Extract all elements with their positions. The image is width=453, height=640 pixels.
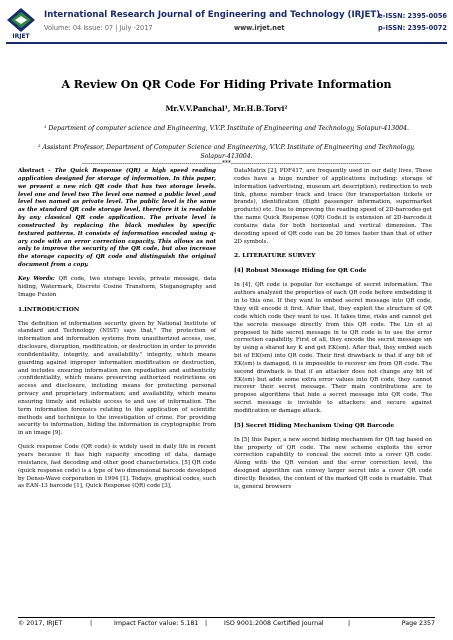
volume-issue: Volume: 04 Issue: 07 | July -2017 (44, 24, 153, 32)
right-column (234, 168, 432, 498)
footer-page-number: Page 2357 (401, 620, 435, 627)
footer-copyright: © 2017, IRJET (18, 620, 63, 627)
abstract-paragraph (18, 168, 216, 270)
left-column (18, 168, 216, 497)
literature-paragraph-2: In [5] this Paper, a new secret hiding mechanism for QR tag based on the property of QR code. The new scheme exploits the error correction capability to conceal the secret into a cover QR code. Along with the QR version and the error correction level, the designed algorithm can convey larger secret into a cover QR code directly. Besides, the content of the marked QR code is readable. That is, general browsers (234, 436, 432, 490)
journal-header (6, 7, 447, 45)
footer-separator-3: | (348, 620, 351, 627)
affiliation-1: ¹ Department of computer science and Engineering, V.V.P. Institute of Engineering and Technology, Solapur-413004. (43, 125, 410, 132)
section-heading-literature-survey: 2. LITERATURE SURVEY (234, 252, 316, 260)
footer-separator-1: | (90, 620, 93, 627)
paper-title: A Review On QR Code For Hiding Private Information (61, 78, 392, 91)
keywords-label: Key Words: (18, 275, 55, 282)
section-heading-introduction: 1.INTRODUCTION (18, 305, 80, 313)
footer-separator-2: | (205, 620, 208, 627)
keywords-paragraph (18, 276, 216, 300)
intro-paragraph-2: Quick response Code (QR code) is widely used in daily life in recent years because it has high capacity encoding of data, damage resistance, fast decoding and other good characteristics. [5] QR code (quick response code) is a type of two dimensional barcode developed by Denso-Wave corporation in 1994 [1]. Todays, graphical codes, such as EAN-13 barcode [1], Quick Response (QR) code [3], (18, 444, 216, 490)
intro-paragraph-3: DataMatrix [2], PDF417, are frequently used in our daily lives. These codes have a huge number of applications including: storage of information (advertising, museum art description), redirection to web link, phone number track and trace (for transportation tickets or brands), identification (flight passenger information, supermarket products) etc. Due to improving the reading speed of 2D-barcodes get the name Quick Response (QR) Code.it is extension of 2D-barcode.it contains data for both horizontal and vertical dimension. The decoding speed of QR code can be 20 times faster than that of other 2D symbols. (234, 168, 432, 245)
subsection-heading-robust-message-hiding: [4] Robust Message Hiding for QR Code (234, 267, 367, 275)
header-divider (6, 42, 447, 44)
journal-name: International Research Journal of Engineering and Technology (IRJET) (44, 10, 381, 20)
irjet-logo (6, 7, 36, 39)
footer-divider (18, 617, 435, 618)
paper-authors: Mr.V.V.Panchal¹, Mr.H.B.Torvi² (165, 104, 288, 113)
intro-paragraph-1: The definition of information security given by National Institute of standard and Technology (NIST) says that," The protection of information and information systems from unauthorized access, use, disclosure, disruption, modification, or destruction in order to provide confidentiality, integrity, and availability." integrity, which means guarding against improper information modification or destruction, and includes ensuring information non repudiation and authenticity ;confidentiality, which means preserving authorized restrictions on access and disclosure, including means for protecting personal privacy and proprietary information; and availability, which means ensuring timely and reliable access to and use of information. The term information forensics relating to the application of scientific methods and technique to the investigation of crime. For providing security to information, hiding the information in cryptographic from in an image [9]. (18, 320, 216, 437)
affiliation-2: ² Assistant Professor, Department of Computer Science and Engineering, V.V.P. Institute of Engineering and Technology, Solapur-413004. (38, 144, 415, 160)
section-separator: ---------------------------------------------------------------------***--------------------------------------------------------------------- (82, 160, 371, 167)
p-issn: p-ISSN: 2395-0072 (377, 24, 447, 32)
keywords-text: QR code, two storage levels, private message, data hiding, Watermark, Discrete Cosine Transform, Steganography and Image Fusion (18, 275, 216, 298)
footer-iso: ISO 9001:2008 Certified Journal (224, 620, 324, 627)
e-issn: e-ISSN: 2395-0056 (378, 12, 447, 20)
abstract-text: The Quick Response (QR) a high speed reading application designed for storage of information. In this paper, we present a new rich QR code that has two storage levels. level one and level two The level one named a public level ,and level two named as private level. The public level is the same as the standard QR code storage level, therefore it is readable by any classical QR code application. The private level is constructed by replacing the black modules by specific textured patterns. It consists of information encoded using q-ary code with an error correction capacity. This allows as not only to improve the security of the QR code, but also increase the storage capacity of QR code and distinguish the original document from a copy. (18, 168, 217, 269)
footer-impact-factor: Impact Factor value: 5.181 (114, 620, 199, 627)
abstract-label: Abstract - (18, 168, 51, 174)
issn-block (378, 10, 447, 34)
literature-paragraph-1: In [4], QR code is popular for exchange of secret information. The authors analyzed the properties of each QR code before embedding it in to this one. If they want to embed secret message into QR code, they will encode it first. After that, they exploit the structure of QR code which code they want to use. It takes time, risks and cannot get the secrete message directly from this QR code. The Lin et al proposed to hide secret message in to QR code is to use the error correction capability. First of all, they encode the secret message sm by using a shared key K and get EK(sm). After that, they embed each bit of EK(sm) into QR code. Their first drawback is that if any bit of EK(sm) is damaged, it is impossible to recover sm from QR code. The second drawback is that if an attacker does not change any bit of EK(sm) but adds some extra error values into QR code, they cannot recover their secret message. Their main contributions are to propose algorithms that hide a secret message into QR code. The secret message is invisible to attackers and secure against modification or damage attack. (234, 282, 432, 414)
subsection-heading-secret-hiding: [5] Secret Hiding Mechanism Using QR Barcode (234, 421, 395, 429)
journal-website-link[interactable]: www.irjet.net (234, 24, 285, 32)
svg-text:IRJET: IRJET (12, 33, 30, 39)
